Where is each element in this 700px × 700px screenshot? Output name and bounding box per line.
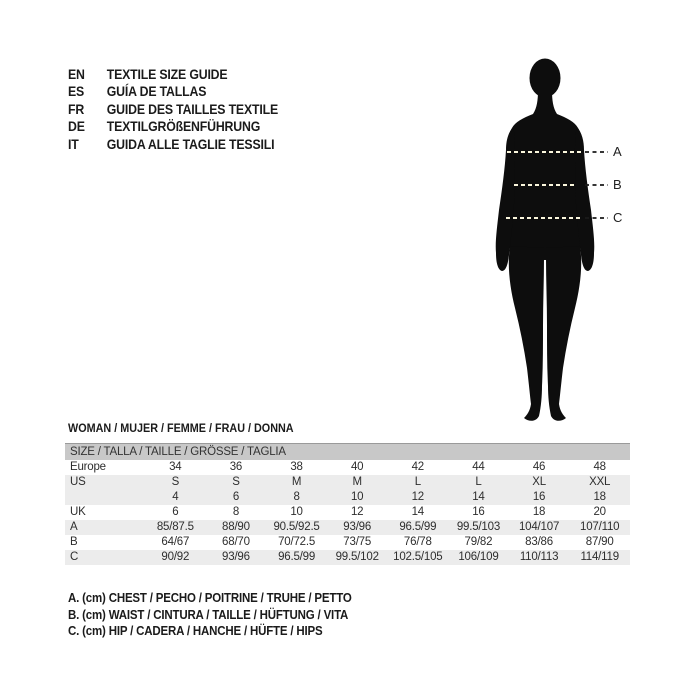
size-cell: 36 [229,461,243,473]
size-cell: XXL [589,476,611,488]
row-label: US [70,476,86,488]
size-cell: 110/113 [519,551,559,563]
legend-line-hip: C. (cm) HIP / CADERA / HANCHE / HÜFTE / HIPS [68,624,323,638]
size-cell: L [475,476,482,488]
language-label: GUIDA ALLE TAGLIE TESSILI [106,135,275,152]
size-cell: 70/72.5 [278,536,316,548]
size-cell: 10 [290,506,303,518]
size-cell: M [352,476,362,488]
size-cell: 10 [350,491,364,503]
size-cell: 87/90 [585,536,614,548]
row-label: A [70,521,78,533]
row-label: B [70,536,78,548]
size-cell: 12 [350,506,364,518]
size-cell: S [171,476,180,488]
table-row-europe [65,460,630,475]
language-label: GUÍA DE TALLAS [106,83,207,100]
size-cell: XL [532,476,546,488]
chest-measure-label: A [613,144,622,159]
size-cell: S [232,476,240,488]
size-cell: 18 [593,491,606,503]
table-row-uk [65,505,630,520]
language-label: TEXTILGRÖßENFÜHRUNG [106,118,261,135]
woman-figure-svg [470,48,630,428]
size-cell: 90.5/92.5 [273,521,320,533]
language-guide [68,66,278,153]
size-cell: 12 [411,491,425,503]
size-cell: 102.5/105 [393,551,443,563]
size-cell: 93/96 [222,551,250,563]
size-cell: 106/109 [458,551,499,563]
row-label: C [70,551,79,563]
legend-line-chest: A. (cm) CHEST / PECHO / POITRINE / TRUHE / PETTO [68,591,352,605]
size-cell: 14 [411,506,425,518]
size-cell: 20 [593,506,606,518]
language-code: EN [68,66,85,82]
language-label: TEXTILE SIZE GUIDE [106,66,228,82]
size-cell: 44 [472,461,485,473]
size-cell: 104/107 [518,521,560,533]
hip-measure-label: C [613,210,623,225]
waist-measure-label: B [613,177,622,192]
size-cell: 6 [232,491,240,503]
language-code: ES [68,83,85,100]
language-code: IT [68,135,79,152]
language-row [68,136,278,153]
size-cell: 76/78 [403,536,432,548]
size-cell: 34 [169,461,182,473]
woman-silhouette [496,59,595,421]
size-cell: 42 [411,461,425,473]
row-label: Europe [70,461,106,473]
table-row-hip [65,550,630,565]
size-cell: 46 [532,461,546,473]
legend-line-waist: B. (cm) WAIST / CINTURA / TAILLE / HÜFTUNG / VITA [68,607,349,622]
table-row-us-letters [65,475,630,490]
size-cell: 8 [293,491,300,503]
size-cell: 8 [232,506,240,518]
size-cell: 40 [350,461,364,473]
size-cell: 14 [472,491,485,503]
size-cell: 83/86 [525,536,553,548]
size-cell: 85/87.5 [156,521,194,533]
table-row-chest [65,520,630,535]
size-cell: 48 [593,461,606,473]
size-cell: 96.5/99 [399,521,437,533]
size-cell: 4 [172,491,179,503]
row-label [65,490,145,505]
section-title: WOMAN / MUJER / FEMME / FRAU / DONNA [68,421,294,435]
size-cell: 38 [290,461,303,473]
size-cell: 18 [532,506,546,518]
language-row [68,83,278,100]
size-table-header: SIZE / TALLA / TAILLE / GRÖSSE / TAGLIA [65,443,630,460]
size-cell: 107/110 [580,521,620,533]
table-row-waist [65,535,630,550]
language-code: FR [68,100,85,117]
language-row [68,101,278,118]
table-row-us-numbers [65,490,630,505]
size-cell: 6 [172,506,179,518]
size-table [65,443,630,565]
size-cell: 64/67 [161,536,190,548]
row-label: UK [70,506,86,518]
size-cell: 88/90 [222,521,250,533]
language-label: GUIDE DES TAILLES TEXTILE [106,100,279,117]
measurement-legend [68,590,352,640]
size-cell: 96.5/99 [278,551,316,563]
size-cell: 16 [472,506,485,518]
size-cell: 16 [532,491,546,503]
size-cell: 93/96 [343,521,372,533]
language-row [68,118,278,135]
size-cell: M [291,476,302,488]
language-code: DE [68,118,85,135]
size-cell: L [414,476,421,488]
size-cell: 114/119 [580,551,619,563]
size-cell: 79/82 [464,536,493,548]
size-cell: 99.5/102 [335,551,379,563]
size-cell: 68/70 [222,536,250,548]
language-row [68,66,278,83]
size-cell: 90/92 [161,551,190,563]
size-cell: 99.5/103 [456,521,501,533]
size-cell: 73/75 [343,536,372,548]
